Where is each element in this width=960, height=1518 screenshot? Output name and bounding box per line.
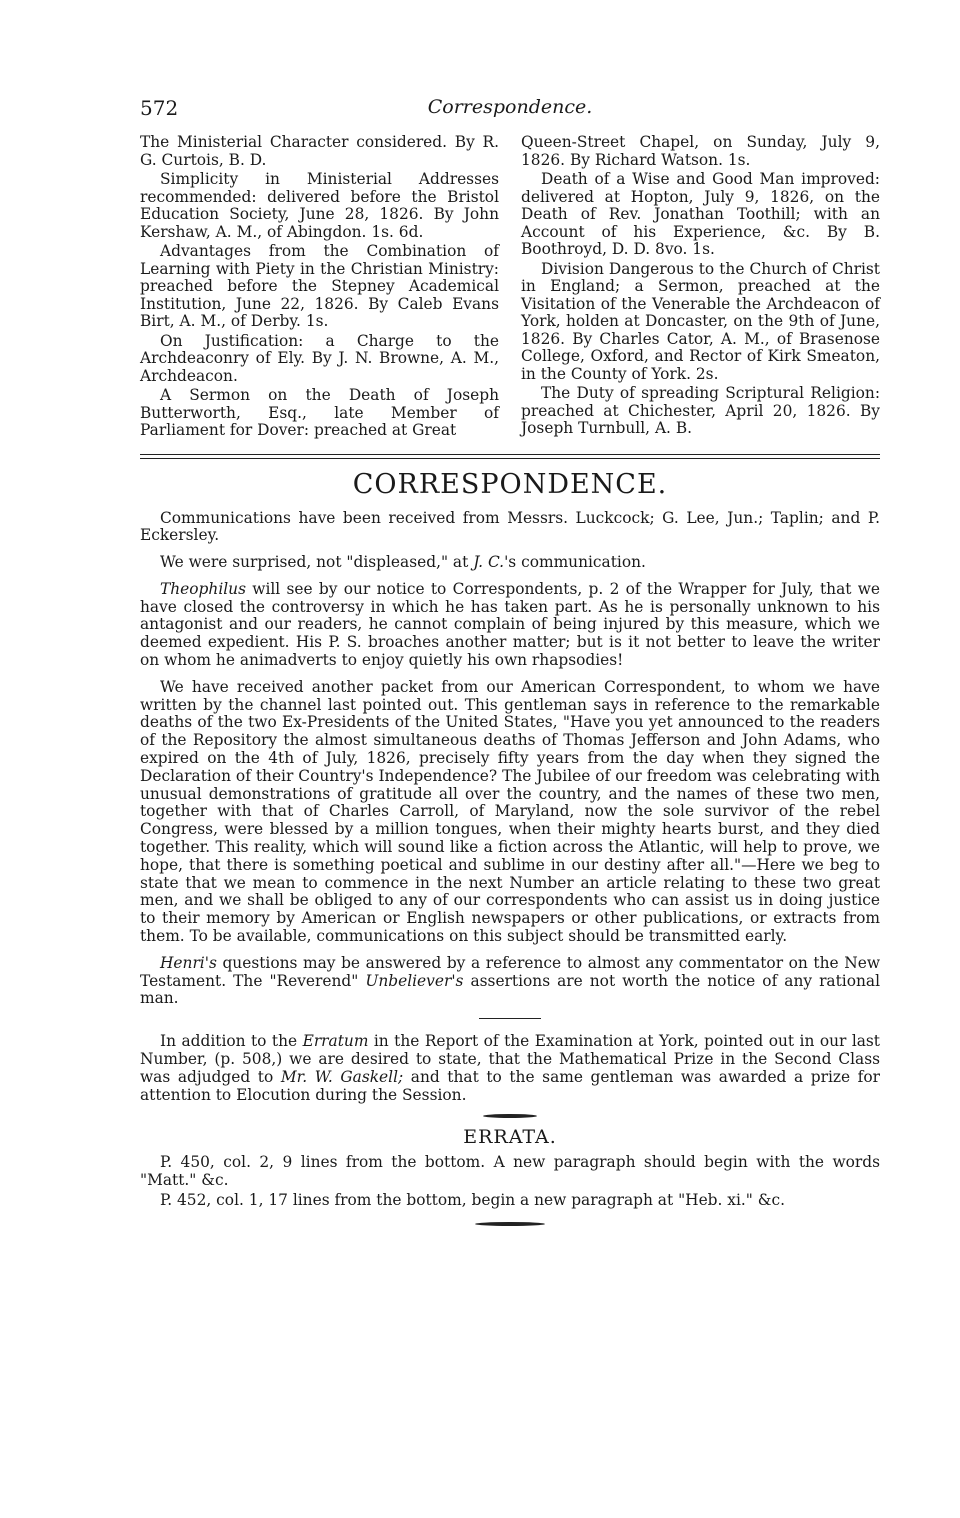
correspondence-heading: CORRESPONDENCE. (352, 468, 668, 500)
errata-item: P. 450, col. 2, 9 lines from the bottom. A new paragraph should begin with the words "Matt." &c. (140, 1153, 880, 1190)
right-column (521, 134, 880, 442)
book-entry: Queen-Street Chapel, on Sunday, July 9, 1826. By Richard Watson. 1s. (521, 133, 880, 169)
correspondence-body (140, 510, 880, 1105)
book-list-columns (140, 134, 880, 442)
errata-list (140, 1154, 880, 1209)
book-entry: The Duty of spreading Scriptural Religion: preached at Chichester, April 20, 1826. By Joseph Turnbull, A. B. (521, 384, 880, 437)
book-entry: On Justification: a Charge to the Archdeaconry of Ely. By J. N. Browne, A. M., Archdeacon. (140, 331, 499, 385)
left-column (140, 134, 499, 442)
book-entry: Death of a Wise and Good Man improved: delivered at Hopton, July 9, 1826, on the Death of Rev. Jonathan Toothill; with an Account of his Experience, &c. By B. Boothroyd, D. D. 8vo. 1s. (521, 170, 880, 258)
book-entry: Simplicity in Ministerial Addresses recommended: delivered before the Bristol Education Society, June 28, 1826. By John Kershaw, A. M., of Abingdon. 1s. 6d. (140, 170, 499, 241)
book-entry: Division Dangerous to the Church of Christ in England; a Sermon, preached at the Visitation of the Venerable the Archdeacon of York, holden at Doncaster, on the 9th of June, 1826. By Charles Cator, A. M., of Brasenose College, Oxford, and Rector of Kirk Smeaton, in the County of York. 2s. (521, 259, 880, 383)
paragraph: Henri's questions may be answered by a reference to almost any commentator on the New Testament. The "Reverend" Unbeliever's assertions are not worth the notice of any rational man. (140, 953, 880, 1008)
book-entry: A Sermon on the Death of Joseph Butterworth, Esq., late Member of Parliament for Dover: preached at Great (140, 386, 499, 439)
short-rule (479, 1018, 541, 1019)
running-title: Correspondence. (427, 96, 593, 118)
paragraph: We have received another packet from our American Correspondent, to whom we have written by the channel last pointed out. This gentleman says in reference to the remarkable deaths of the two Ex-Presidents of the United States, "Have you yet announced to the readers of the Repository the almost simultaneous deaths of Thomas Jefferson and John Adams, who expired on the 4th of July, 1826, precisely fifty years from the day when they signed the Declaration of their Country's Independence? The Jubilee of our freedom was celebrating with unusual demonstrations of gratitude all over the country, and the names of these two men, together with that of Charles Carroll, of Maryland, now the sole survivor of the rebel Congress, were blessed by a million tongues, when their mighty hearts burst, and they died together. This reality, which will sound like a fiction across the Atlantic, will help to prove, we hope, that there is something poetical and sublime in our destiny after all."—Here we beg to state that we mean to commence in the next Number an article relating to these two great men, and we shall be obliged to any of our correspondents who can assist us in doing justice to their memory by American or English newspapers or other publications, or extracts from them. To be available, communications on this subject should be transmitted early. (140, 677, 880, 946)
book-entry: Advantages from the Combination of Learning with Piety in the Christian Ministry: preached before the Stepney Academical Institution, June 22, 1826. By Caleb Evans Birt, A. M., of Derby. 1s. (140, 242, 499, 330)
section-divider (140, 454, 880, 459)
page-number: 572 (140, 96, 179, 120)
page (140, 96, 880, 1226)
ornament-divider (475, 1222, 545, 1226)
ornament-divider (483, 1114, 537, 1118)
running-head (140, 96, 880, 130)
errata-item: P. 452, col. 1, 17 lines from the bottom, begin a new paragraph at "Heb. xi." &c. (160, 1191, 785, 1209)
paragraph: Communications have been received from Messrs. Luckcock; G. Lee, Jun.; Taplin; and P. Eckersley. (140, 508, 880, 545)
paragraph: Theophilus will see by our notice to Correspondents, p. 2 of the Wrapper for July, that we have closed the controversy in which he has taken part. As he is personally unknown to his antagonist and our readers, he cannot complain of being injured by this measure, which we deemed expedient. His P. S. broaches another matter; but is it not better to leave the writer on whom he animadverts to enjoy quietly his own rhapsodies! (140, 579, 880, 670)
book-entry: The Ministerial Character considered. By R. G. Curtois, B. D. (140, 133, 499, 169)
paragraph: In addition to the Erratum in the Report of the Examination at York, pointed out in our last Number, (p. 508,) we are desired to state, that the Mathematical Prize in the Second Class was adjudged to Mr. W. Gaskell; and that to the same gentleman was awarded a prize for attention to Elocution during the Session. (140, 1032, 881, 1104)
paragraph: We were surprised, not "displeased," at J. C.'s communication. (160, 553, 646, 572)
errata-heading: ERRATA. (463, 1126, 557, 1149)
